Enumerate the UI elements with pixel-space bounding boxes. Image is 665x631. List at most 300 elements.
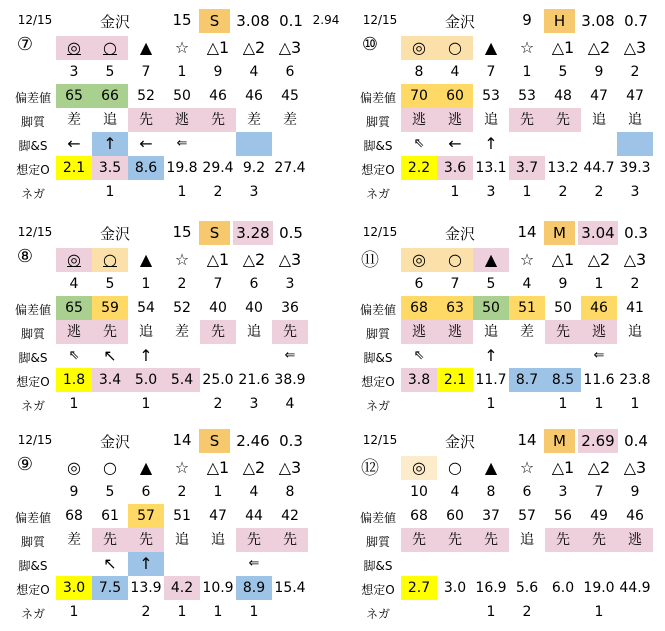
cell-leg_s: ⇐ (248, 556, 260, 571)
cell-numbers: 4 (522, 276, 532, 292)
cell-odds: 3.5 (92, 156, 128, 180)
cell-odds: 27.4 (274, 160, 306, 176)
cell-deviation: 65 (56, 84, 92, 108)
track-condition: S (199, 9, 230, 33)
cell-leg_s (200, 552, 236, 576)
cell-deviation: 52 (173, 300, 191, 316)
cell-numbers: 7 (486, 64, 496, 80)
cell-marks: △2 (242, 250, 266, 269)
cell-odds: 6.0 (551, 580, 575, 596)
row-label-style: 脚質 (365, 327, 390, 341)
cell-deviation: 46 (626, 508, 644, 524)
cell-deviation: 50 (554, 300, 572, 316)
cell-nega (437, 600, 473, 624)
cell-marks: ◎ (401, 248, 437, 272)
cell-leg_s (401, 552, 437, 576)
cell-style: 追 (520, 532, 534, 548)
cell-numbers: 2 (177, 276, 187, 292)
cell-marks: ○ (448, 458, 462, 477)
cell-marks: △3 (278, 458, 302, 477)
cell-numbers: 7 (450, 276, 460, 292)
cell-nega: 3 (630, 184, 640, 200)
cell-style: 先 (128, 108, 164, 132)
race-date: 12/15 (362, 225, 398, 239)
cell-nega (56, 180, 92, 204)
cell-style: 追 (139, 324, 153, 340)
cell-leg_s (581, 552, 617, 576)
cell-deviation: 48 (554, 88, 572, 104)
race-panel (355, 428, 660, 620)
cell-deviation: 54 (137, 300, 155, 316)
row-label-deviation: 偏差値 (359, 511, 396, 525)
row-label-leg_s: 脚&S (18, 139, 48, 153)
cell-marks: △3 (623, 458, 647, 477)
cell-odds: 3.8 (401, 368, 437, 392)
cell-leg_s (236, 344, 272, 368)
cell-leg_s: ↑ (128, 552, 164, 576)
horse-count: 15 (172, 11, 192, 29)
cell-odds: 2.7 (401, 576, 437, 600)
cell-deviation: 46 (209, 88, 227, 104)
cell-nega: 2 (522, 604, 532, 620)
cell-numbers: 8 (486, 484, 496, 500)
cell-numbers: 2 (630, 276, 640, 292)
cell-style: 先 (92, 320, 128, 344)
cell-odds: 3.0 (56, 576, 92, 600)
cell-odds: 13.9 (130, 580, 162, 596)
cell-numbers: 10 (410, 484, 428, 500)
cell-leg_s: ⇐ (593, 348, 605, 363)
cell-style: 追 (628, 324, 642, 340)
cell-numbers: 3 (558, 484, 568, 500)
cell-style: 先 (545, 528, 581, 552)
cell-nega: 1 (486, 396, 496, 412)
cell-nega (437, 392, 473, 416)
track-condition: M (544, 429, 575, 453)
cell-style: 先 (200, 320, 236, 344)
row-label-nega: ネガ (20, 187, 45, 201)
cell-style: 差 (283, 112, 297, 128)
cell-marks: ☆ (519, 458, 535, 477)
cell-odds: 3.7 (509, 156, 545, 180)
cell-deviation: 46 (581, 296, 617, 320)
cell-leg_s: ⇖ (413, 136, 425, 151)
cell-nega: 1 (630, 396, 640, 412)
row-label-leg_s: 脚&S (363, 559, 393, 573)
index-value-1: 3.28 (233, 221, 273, 245)
cell-marks: ○ (103, 458, 117, 477)
cell-deviation: 36 (281, 300, 299, 316)
cell-marks: ◎ (56, 248, 92, 272)
cell-leg_s (545, 132, 581, 156)
cell-nega: 1 (558, 396, 568, 412)
row-label-nega: ネガ (20, 607, 45, 621)
cell-numbers: 5 (105, 276, 115, 292)
venue-name: 金沢 (444, 225, 475, 243)
cell-odds: 15.4 (274, 580, 306, 596)
cell-marks: △2 (242, 38, 266, 57)
cell-leg_s: ↑ (484, 346, 498, 365)
cell-marks: ○ (437, 36, 473, 60)
cell-odds: 7.5 (92, 576, 128, 600)
cell-marks: △1 (206, 38, 230, 57)
row-label-deviation: 偏差値 (14, 91, 51, 105)
cell-numbers: 1 (594, 276, 604, 292)
cell-marks: △2 (587, 38, 611, 57)
cell-nega: 3 (249, 184, 259, 200)
cell-numbers: 5 (105, 484, 115, 500)
cell-marks: △1 (206, 250, 230, 269)
cell-numbers: 5 (105, 64, 115, 80)
cell-deviation: 68 (410, 508, 428, 524)
cell-style: 追 (592, 112, 606, 128)
cell-odds: 44.9 (619, 580, 651, 596)
cell-odds: 5.0 (128, 368, 164, 392)
cell-deviation: 49 (590, 508, 608, 524)
track-condition: M (544, 221, 575, 245)
cell-numbers: 9 (69, 484, 79, 500)
cell-deviation: 63 (437, 296, 473, 320)
cell-style: 差 (175, 324, 189, 340)
cell-numbers: 6 (522, 484, 532, 500)
cell-marks: △1 (206, 458, 230, 477)
cell-style: 逃 (437, 320, 473, 344)
cell-leg_s (545, 344, 581, 368)
cell-nega: 1 (486, 604, 496, 620)
row-label-style: 脚質 (365, 535, 390, 549)
row-label-nega: ネガ (365, 399, 390, 413)
cell-numbers: 8 (285, 484, 295, 500)
cell-leg_s: ↖ (103, 346, 117, 365)
row-label-style: 脚質 (20, 327, 45, 341)
cell-style: 追 (484, 112, 498, 128)
cell-marks: ▲ (139, 458, 153, 477)
cell-leg_s (473, 552, 509, 576)
cell-odds: 39.3 (619, 160, 651, 176)
race-panel (10, 8, 340, 201)
row-label-odds: 想定O (16, 163, 50, 177)
cell-leg_s (581, 132, 617, 156)
cell-marks: △2 (587, 250, 611, 269)
cell-numbers: 6 (249, 276, 259, 292)
cell-leg_s (509, 132, 545, 156)
cell-style: 先 (401, 528, 437, 552)
cell-leg_s: ← (448, 134, 462, 153)
cell-marks: △1 (551, 250, 575, 269)
race-panel (355, 8, 660, 200)
cell-marks: △1 (551, 38, 575, 57)
cell-leg_s: ↖ (103, 554, 117, 573)
cell-marks: ☆ (174, 458, 190, 477)
cell-deviation: 57 (128, 504, 164, 528)
cell-leg_s: ← (139, 134, 153, 153)
cell-leg_s (272, 552, 308, 576)
cell-odds: 13.2 (547, 160, 579, 176)
cell-style: 追 (211, 532, 225, 548)
cell-leg_s (437, 344, 473, 368)
cell-leg_s (200, 132, 236, 156)
cell-deviation: 53 (482, 88, 500, 104)
cell-nega (272, 180, 308, 204)
cell-marks: ▲ (139, 38, 153, 57)
cell-leg_s: ↑ (139, 346, 153, 365)
cell-style: 逃 (164, 108, 200, 132)
cell-leg_s: ← (67, 134, 81, 153)
cell-odds: 3.6 (437, 156, 473, 180)
cell-odds: 2.1 (56, 156, 92, 180)
cell-numbers: 3 (69, 64, 79, 80)
venue-name: 金沢 (99, 433, 130, 451)
cell-nega: 1 (450, 184, 460, 200)
cell-nega: 1 (69, 396, 79, 412)
venue-name: 金沢 (444, 13, 475, 31)
cell-odds: 3.4 (92, 368, 128, 392)
cell-deviation: 60 (437, 84, 473, 108)
cell-style: 逃 (437, 108, 473, 132)
race-date: 12/15 (362, 13, 398, 27)
cell-leg_s (437, 552, 473, 576)
track-condition: S (199, 221, 230, 245)
cell-nega: 1 (177, 604, 187, 620)
race-date: 12/15 (362, 433, 398, 447)
cell-style: 先 (128, 528, 164, 552)
cell-nega (92, 392, 128, 416)
cell-leg_s (545, 552, 581, 576)
cell-leg_s: ⇖ (413, 348, 425, 363)
race-number: ⑫ (361, 458, 379, 479)
cell-leg_s (509, 552, 545, 576)
cell-marks: ▲ (139, 250, 153, 269)
cell-deviation: 61 (101, 508, 119, 524)
cell-nega: 3 (486, 184, 496, 200)
race-number: ⑩ (361, 34, 379, 55)
cell-odds: 38.9 (274, 372, 306, 388)
cell-nega (272, 600, 308, 624)
cell-odds: 4.2 (164, 576, 200, 600)
cell-leg_s: ⇐ (176, 136, 188, 151)
cell-deviation: 60 (446, 508, 464, 524)
cell-marks: ☆ (174, 38, 190, 57)
cell-odds: 19.8 (166, 160, 198, 176)
row-label-odds: 想定O (361, 375, 395, 389)
horse-count: 14 (517, 223, 537, 241)
cell-odds: 3.0 (443, 580, 467, 596)
index-value-1: 2.46 (236, 432, 270, 450)
venue-name: 金沢 (99, 13, 130, 31)
row-label-nega: ネガ (365, 187, 390, 201)
index-value-3: 2.94 (312, 13, 340, 27)
race-number: ⑦ (16, 34, 34, 55)
cell-numbers: 9 (594, 64, 604, 80)
cell-deviation: 40 (245, 300, 263, 316)
cell-odds: 8.6 (128, 156, 164, 180)
cell-deviation: 40 (209, 300, 227, 316)
cell-marks: ▲ (484, 458, 498, 477)
row-label-leg_s: 脚&S (18, 559, 48, 573)
cell-numbers: 4 (450, 64, 460, 80)
cell-deviation: 42 (281, 508, 299, 524)
cell-style: 先 (509, 108, 545, 132)
cell-numbers: 4 (69, 276, 79, 292)
cell-leg_s (617, 344, 653, 368)
cell-deviation: 52 (137, 88, 155, 104)
cell-deviation: 57 (518, 508, 536, 524)
race-number: ⑪ (361, 250, 379, 271)
cell-numbers: 7 (594, 484, 604, 500)
cell-odds: 19.0 (583, 580, 615, 596)
cell-nega: 2 (594, 184, 604, 200)
cell-leg_s (509, 344, 545, 368)
track-condition: H (544, 9, 575, 33)
cell-numbers: 6 (414, 276, 424, 292)
cell-deviation: 51 (173, 508, 191, 524)
cell-marks: ▲ (473, 248, 509, 272)
cell-nega (509, 392, 545, 416)
cell-odds: 8.9 (236, 576, 272, 600)
race-date: 12/15 (17, 13, 53, 27)
cell-deviation: 51 (509, 296, 545, 320)
row-label-nega: ネガ (365, 607, 390, 621)
cell-style: 追 (175, 532, 189, 548)
cell-nega: 2 (213, 396, 223, 412)
cell-deviation: 70 (401, 84, 437, 108)
cell-leg_s (617, 132, 653, 156)
cell-nega (401, 392, 437, 416)
cell-numbers: 9 (630, 484, 640, 500)
cell-odds: 1.8 (56, 368, 92, 392)
cell-nega: 4 (285, 396, 295, 412)
cell-marks: ◎ (67, 458, 81, 477)
index-value-1: 2.69 (578, 429, 618, 453)
cell-numbers: 4 (450, 484, 460, 500)
cell-style: 先 (200, 108, 236, 132)
cell-numbers: 4 (249, 484, 259, 500)
cell-deviation: 44 (245, 508, 263, 524)
horse-count: 14 (517, 431, 537, 449)
cell-marks: ▲ (484, 38, 498, 57)
cell-marks: ☆ (519, 38, 535, 57)
cell-nega (164, 392, 200, 416)
track-condition: S (199, 429, 230, 453)
cell-leg_s (164, 552, 200, 576)
row-label-deviation: 偏差値 (359, 303, 396, 317)
row-label-deviation: 偏差値 (14, 511, 51, 525)
cell-deviation: 50 (173, 88, 191, 104)
cell-style: 先 (545, 320, 581, 344)
cell-nega: 2 (558, 184, 568, 200)
cell-odds: 16.9 (475, 580, 507, 596)
cell-nega (401, 180, 437, 204)
cell-nega: 1 (249, 604, 259, 620)
cell-style: 追 (628, 112, 642, 128)
cell-marks: △2 (587, 458, 611, 477)
cell-leg_s (617, 552, 653, 576)
cell-style: 差 (67, 532, 81, 548)
cell-marks: ○ (437, 248, 473, 272)
cell-style: 追 (247, 324, 261, 340)
cell-odds: 5.6 (515, 580, 539, 596)
cell-style: 先 (272, 320, 308, 344)
race-number: ⑨ (16, 454, 34, 475)
cell-numbers: 7 (141, 64, 151, 80)
cell-style: 先 (437, 528, 473, 552)
cell-deviation: 47 (590, 88, 608, 104)
cell-odds: 11.6 (583, 372, 615, 388)
cell-style: 先 (92, 528, 128, 552)
cell-numbers: 1 (522, 64, 532, 80)
cell-odds: 10.9 (202, 580, 234, 596)
cell-style: 先 (581, 528, 617, 552)
cell-odds: 8.7 (509, 368, 545, 392)
row-label-style: 脚質 (20, 535, 45, 549)
row-label-deviation: 偏差値 (359, 91, 396, 105)
cell-odds: 2.2 (401, 156, 437, 180)
cell-marks: ◎ (401, 456, 437, 480)
cell-numbers: 6 (285, 64, 295, 80)
cell-marks: ◎ (56, 36, 92, 60)
race-panel (355, 220, 660, 412)
index-value-1: 3.08 (236, 12, 270, 30)
cell-leg_s (272, 132, 308, 156)
row-label-nega: ネガ (20, 399, 45, 413)
race-date: 12/15 (17, 225, 53, 239)
cell-nega (545, 600, 581, 624)
cell-marks: ☆ (519, 250, 535, 269)
cell-numbers: 1 (141, 276, 151, 292)
cell-leg_s: ⇐ (284, 348, 296, 363)
cell-style: 先 (473, 528, 509, 552)
cell-odds: 25.0 (202, 372, 234, 388)
cell-leg_s (164, 344, 200, 368)
cell-marks: △1 (551, 458, 575, 477)
cell-leg_s: ↑ (92, 132, 128, 156)
cell-marks: ◎ (401, 36, 437, 60)
index-value-2: 0.4 (624, 432, 648, 450)
cell-numbers: 1 (213, 484, 223, 500)
cell-nega: 2 (213, 184, 223, 200)
race-number: ⑧ (16, 246, 34, 267)
cell-nega: 1 (105, 184, 115, 200)
cell-nega: 1 (522, 184, 532, 200)
index-value-2: 0.5 (279, 224, 303, 242)
index-value-1: 3.04 (578, 221, 618, 245)
cell-numbers: 6 (141, 484, 151, 500)
horse-count: 9 (522, 11, 532, 29)
index-value-1: 3.08 (581, 12, 615, 30)
cell-marks: △3 (623, 250, 647, 269)
cell-leg_s: ↑ (484, 134, 498, 153)
horse-count: 15 (172, 223, 192, 241)
cell-odds: 29.4 (202, 160, 234, 176)
cell-style: 追 (484, 324, 498, 340)
cell-nega (128, 180, 164, 204)
cell-odds: 13.1 (475, 160, 507, 176)
cell-odds: 21.6 (238, 372, 270, 388)
cell-odds: 2.1 (437, 368, 473, 392)
index-value-2: 0.3 (279, 432, 303, 450)
cell-marks: △3 (278, 250, 302, 269)
row-label-style: 脚質 (20, 115, 45, 129)
cell-style: 逃 (401, 320, 437, 344)
cell-leg_s (200, 344, 236, 368)
cell-deviation: 53 (518, 88, 536, 104)
cell-deviation: 41 (626, 300, 644, 316)
cell-odds: 11.7 (475, 372, 507, 388)
cell-marks: ○ (92, 36, 128, 60)
cell-marks: ○ (92, 248, 128, 272)
row-label-deviation: 偏差値 (14, 303, 51, 317)
cell-deviation: 56 (554, 508, 572, 524)
